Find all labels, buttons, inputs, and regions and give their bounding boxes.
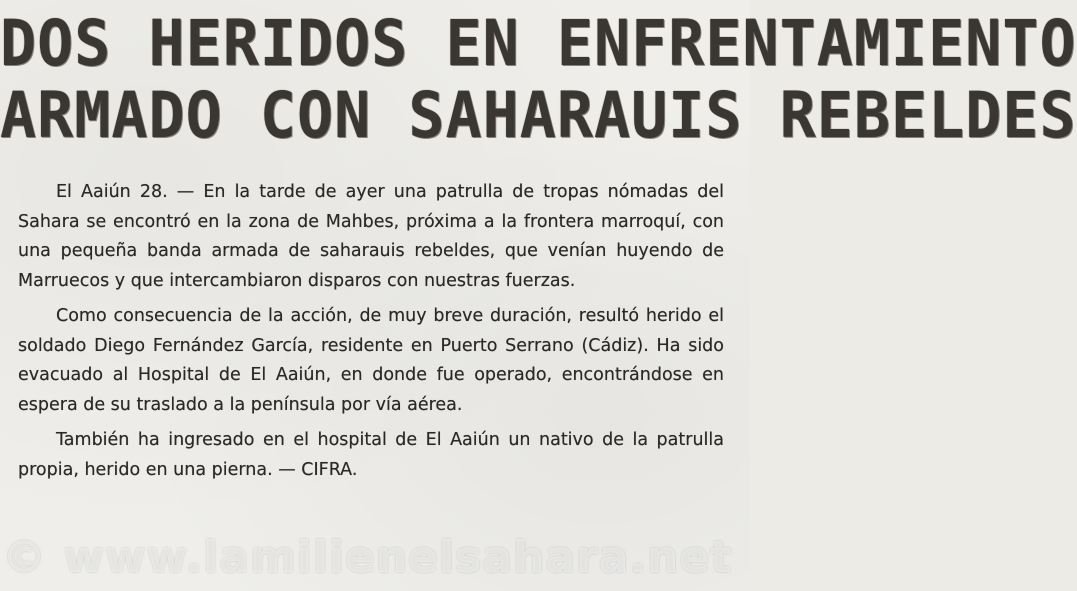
article-body xyxy=(18,178,724,485)
watermark: © www.lamilienelsahara.net xyxy=(2,532,733,583)
article-paragraph-2: Como consecuencia de la acción, de muy breve duración, resultó herido el soldado Diego Fernández García, residente en Puerto Serrano (Cádiz). Ha sido evacuado al Hospital de El Aaiún, en donde fue operado, encontrándose en espera de su traslado a la península por vía aérea. xyxy=(18,306,724,415)
article-paragraph-1: El Aaiún 28. — En la tarde de ayer una patrulla de tropas nómadas del Sahara se encontró en la zona de Mahbes, próxima a la frontera marroquí, con una pequeña banda armada de saharauis rebeldes, que venían huyendo de Marruecos y que intercambiaron disparos con nuestras fuerzas. xyxy=(18,182,724,291)
article-paragraph-3: También ha ingresado en el hospital de El Aaiún un nativo de la patrulla propia, herido en una pierna. — CIFRA. xyxy=(18,430,724,480)
headline-line-1: DOS HERIDOS EN ENFRENTAMIENTO xyxy=(0,7,1077,81)
headline-line-2: ARMADO CON SAHARAUIS REBELDES xyxy=(0,79,1077,153)
headline xyxy=(0,7,1077,153)
